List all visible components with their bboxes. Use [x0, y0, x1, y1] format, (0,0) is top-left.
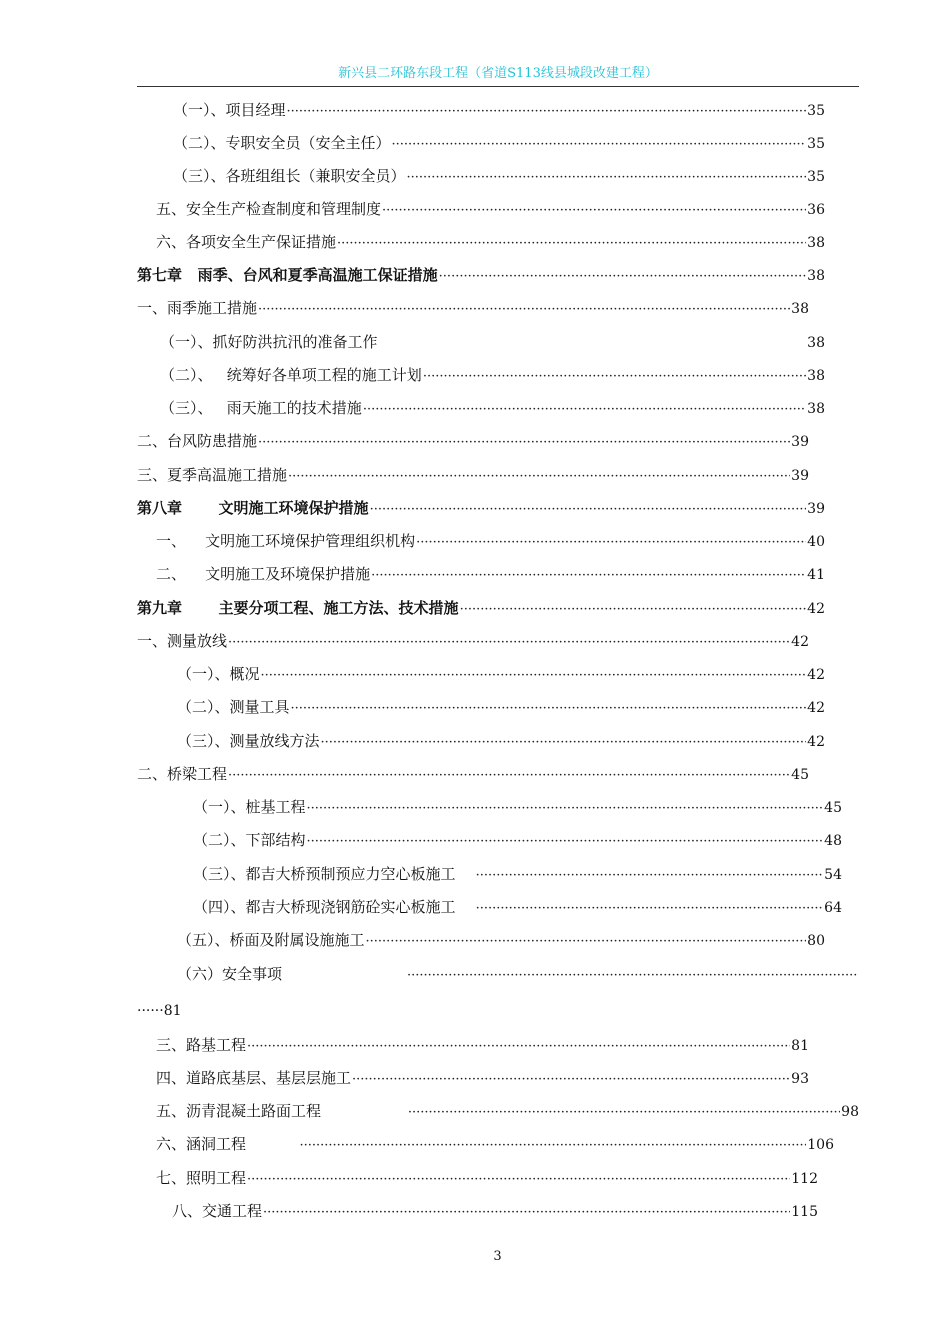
toc-entry-page: 42 [791, 634, 809, 650]
toc-entry-page: 98 [841, 1104, 859, 1120]
toc-entry[interactable] [137, 764, 809, 784]
toc-entry-page: 80 [807, 933, 825, 949]
toc-chapter-entry[interactable] [137, 598, 825, 618]
toc-leader-dots [407, 966, 858, 986]
toc-entry-page: 42 [807, 734, 825, 750]
toc-leader-dots [228, 633, 790, 653]
toc-leader-dots [423, 367, 806, 387]
toc-leader-dots [392, 135, 807, 155]
toc-entry-label: （二）、 统筹好各单项工程的施工计划 [160, 366, 422, 384]
toc-entry-page: 42 [807, 601, 825, 617]
toc-entry[interactable] [156, 531, 825, 551]
toc-entry-label: （一）、桩基工程 [193, 798, 306, 816]
toc-leader-dots [299, 1136, 806, 1156]
toc-entry-label: 第八章 文明施工环境保护措施 [137, 499, 369, 517]
toc-entry[interactable] [177, 930, 825, 950]
toc-entry[interactable] [177, 697, 825, 717]
toc-entry[interactable] [156, 1168, 818, 1188]
toc-leader-dots [407, 168, 807, 188]
toc-entry-label: 二、台风防患措施 [137, 432, 258, 450]
toc-entry[interactable] [156, 232, 825, 252]
toc-leader-dots [291, 699, 807, 719]
toc-leader-dots [476, 866, 824, 886]
toc-entry[interactable] [137, 465, 809, 485]
toc-entry-label: （二）、下部结构 [193, 831, 306, 849]
toc-entry[interactable] [177, 731, 825, 751]
toc-leader-dots [382, 201, 806, 221]
toc-entry-label: （三）、测量放线方法 [177, 732, 320, 750]
toc-entry-page: 42 [807, 700, 825, 716]
toc-entry-label: 六、各项安全生产保证措施 [156, 233, 337, 251]
toc-entry-page: 36 [807, 202, 825, 218]
toc-entry-label: （五）、桥面及附属设施施工 [177, 931, 365, 949]
toc-leader-dots [371, 566, 806, 586]
toc-entry[interactable] [137, 298, 809, 318]
toc-entry-page: 38 [807, 235, 825, 251]
toc-entry-label: （二）、测量工具 [177, 698, 290, 716]
toc-entry-label: 七、照明工程 [156, 1169, 247, 1187]
toc-entry-page: 38 [791, 301, 809, 317]
toc-entry-label: 一、测量放线 [137, 632, 228, 650]
toc-entry-page: 93 [791, 1071, 809, 1087]
toc-entry-label: （三）、都吉大桥预制预应力空心板施工 [193, 865, 475, 883]
toc-entry-page: 81 [791, 1038, 809, 1054]
toc-entry[interactable] [173, 166, 825, 186]
toc-entry-page: 106 [807, 1137, 834, 1153]
toc-wrapped-page-number: ······81 [137, 1003, 182, 1019]
toc-entry[interactable] [156, 1134, 834, 1154]
toc-entry[interactable] [193, 830, 842, 850]
toc-leader-dots [263, 1203, 790, 1223]
toc-entry-label: 三、夏季高温施工措施 [137, 466, 288, 484]
toc-entry-label: （三）、各班组组长（兼职安全员） [173, 167, 406, 185]
toc-entry-label: （四）、都吉大桥现浇钢筋砼实心板施工 [193, 898, 475, 916]
toc-leader-dots [460, 600, 807, 620]
toc-entry-page: 35 [807, 103, 825, 119]
toc-entry[interactable] [160, 365, 825, 385]
toc-leader-dots [258, 300, 790, 320]
toc-leader-dots [321, 733, 807, 753]
toc-entry-page: 39 [807, 501, 825, 517]
toc-entry-label: （六）安全事项 [177, 965, 406, 983]
toc-leader-dots [337, 234, 806, 254]
toc-entry-page: 48 [824, 833, 842, 849]
toc-leader-dots [363, 400, 806, 420]
toc-entry[interactable] [177, 664, 825, 684]
running-header: 新兴县二环路东段工程（省道S113线县城段改建工程） [137, 64, 859, 87]
toc-leader-dots [366, 932, 807, 952]
toc-entry[interactable] [193, 897, 842, 917]
toc-entry-label: 一、 文明施工环境保护管理组织机构 [156, 532, 416, 550]
toc-entry[interactable] [137, 431, 809, 451]
toc-entry-page: 35 [807, 136, 825, 152]
toc-entry-label: 四、道路底基层、基层层施工 [156, 1069, 352, 1087]
toc-entry-page: 42 [807, 667, 825, 683]
toc-entry-label: （一）、概况 [177, 665, 260, 683]
toc-leader-dots [370, 500, 807, 520]
toc-entry-page: 45 [791, 767, 809, 783]
toc-entry-label: 八、交通工程 [172, 1202, 263, 1220]
toc-entry[interactable] [156, 1101, 859, 1121]
toc-leader-dots [247, 1170, 790, 1190]
toc-leader-dots [247, 1037, 790, 1057]
toc-entry-page: 35 [807, 169, 825, 185]
toc-entry-page: 45 [824, 800, 842, 816]
toc-entry-page: 38 [807, 368, 825, 384]
toc-entry-label: 一、雨季施工措施 [137, 299, 258, 317]
toc-entry[interactable] [193, 797, 842, 817]
toc-entry-label: 二、桥梁工程 [137, 765, 228, 783]
toc-entry[interactable] [156, 199, 825, 219]
page-number: 3 [493, 1249, 502, 1264]
toc-entry-label: 第七章 雨季、台风和夏季高温施工保证措施 [137, 266, 438, 284]
toc-leader-dots [261, 666, 807, 686]
toc-entry[interactable] [173, 100, 825, 120]
toc-leader-dots [287, 102, 807, 122]
toc-entry-page: 54 [824, 867, 842, 883]
toc-entry-page: 64 [824, 900, 842, 916]
toc-leader-dots [408, 1103, 840, 1123]
toc-leader-dots [476, 899, 824, 919]
toc-entry-page: 115 [791, 1204, 818, 1220]
toc-leader-dots [288, 467, 790, 487]
toc-leader-dots [416, 533, 806, 553]
toc-entry[interactable] [193, 864, 842, 884]
toc-leader-dots [258, 433, 790, 453]
toc-entry-label: 五、沥青混凝土路面工程 [156, 1102, 407, 1120]
toc-entry-page: 38 [807, 401, 825, 417]
toc-entry-page: 39 [791, 434, 809, 450]
toc-entry[interactable] [172, 1201, 818, 1221]
toc-leader-dots [439, 267, 807, 287]
toc-entry-label: 第九章 主要分项工程、施工方法、技术措施 [137, 599, 459, 617]
toc-entry-label: （一）、抓好防洪抗汛的准备工作 [160, 333, 397, 351]
toc-entry[interactable] [160, 332, 825, 352]
toc-chapter-entry[interactable] [137, 265, 825, 285]
toc-entry-label: （二）、专职安全员（安全主任） [173, 134, 391, 152]
toc-entry-page: 40 [807, 534, 825, 550]
toc-entry-label: （三）、 雨天施工的技术措施 [160, 399, 362, 417]
toc-entry[interactable] [160, 398, 825, 418]
toc-entry-label: 二、 文明施工及环境保护措施 [156, 565, 371, 583]
toc-entry-label: 五、安全生产检查制度和管理制度 [156, 200, 382, 218]
toc-entry[interactable] [137, 631, 809, 651]
toc-entry-page: 38 [807, 335, 825, 351]
toc-entry[interactable] [156, 564, 825, 584]
toc-chapter-entry[interactable] [137, 498, 825, 518]
toc-leader-dots [307, 832, 824, 852]
toc-entry-page: 38 [807, 268, 825, 284]
toc-entry-label: 三、路基工程 [156, 1036, 247, 1054]
toc-entry[interactable] [177, 964, 859, 984]
toc-leader-dots [352, 1070, 790, 1090]
toc-entry-page: 112 [791, 1171, 818, 1187]
toc-leader-dots [228, 766, 790, 786]
toc-entry-page: 41 [807, 567, 825, 583]
toc-entry[interactable] [173, 133, 825, 153]
toc-entry[interactable] [156, 1068, 809, 1088]
toc-entry-label: 六、涵洞工程 [156, 1135, 299, 1153]
toc-entry-page: 39 [791, 468, 809, 484]
toc-entry-label: （一）、项目经理 [173, 101, 286, 119]
toc-leader-dots [307, 799, 824, 819]
toc-entry[interactable] [156, 1035, 809, 1055]
